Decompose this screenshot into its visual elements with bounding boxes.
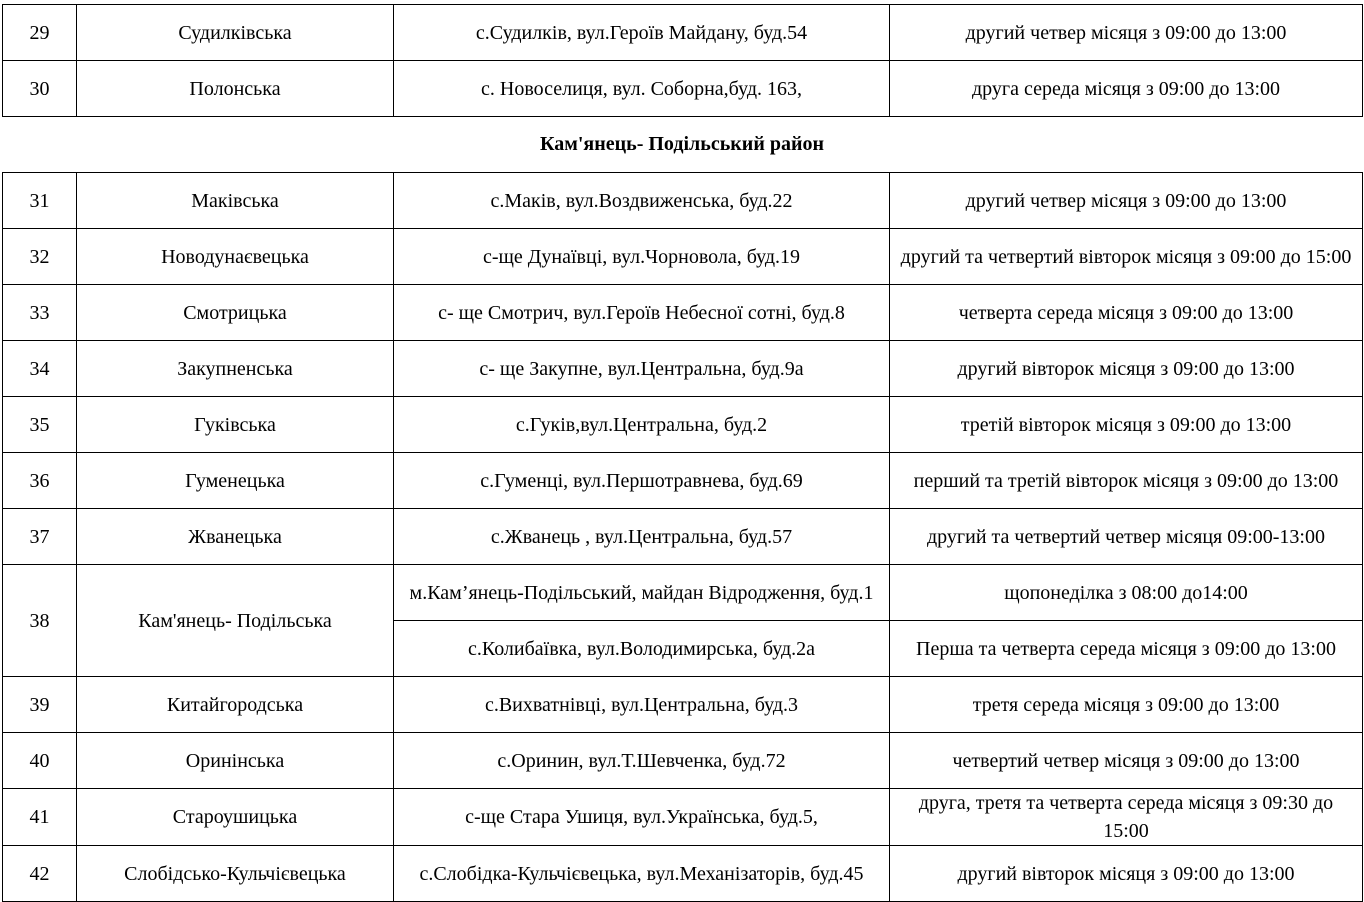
table-row xyxy=(3,509,1363,565)
schedule: другий четвер місяця з 09:00 до 13:00 xyxy=(890,173,1363,229)
table-row xyxy=(3,397,1363,453)
row-number: 35 xyxy=(3,397,77,453)
table-row xyxy=(3,229,1363,285)
table-row xyxy=(3,5,1363,61)
row-number: 41 xyxy=(3,789,77,846)
schedule: третя середа місяця з 09:00 до 13:00 xyxy=(890,677,1363,733)
address: с. Новоселиця, вул. Соборна,буд. 163, xyxy=(394,61,890,117)
address: с.Гуменці, вул.Першотравнева, буд.69 xyxy=(394,453,890,509)
community-name: Оринінська xyxy=(77,733,394,789)
section-heading: Кам'янець- Подільський район xyxy=(539,133,825,155)
table-row xyxy=(3,173,1363,229)
row-number: 30 xyxy=(3,61,77,117)
community-name: Полонська xyxy=(77,61,394,117)
address: с-ще Дунаївці, вул.Чорновола, буд.19 xyxy=(394,229,890,285)
community-name: Староушицька xyxy=(77,789,394,846)
schedule: третій вівторок місяця з 09:00 до 13:00 xyxy=(890,397,1363,453)
schedule: четвертий четвер місяця з 09:00 до 13:00 xyxy=(890,733,1363,789)
table-row xyxy=(3,453,1363,509)
row-number: 31 xyxy=(3,173,77,229)
address: с.Жванець , вул.Центральна, буд.57 xyxy=(394,509,890,565)
community-name: Жванецька xyxy=(77,509,394,565)
schedule: Перша та четверта середа місяця з 09:00 до 13:00 xyxy=(890,621,1363,677)
schedule: друга, третя та четверта середа місяця з 09:30 до 15:00 xyxy=(890,789,1363,846)
address: с.Судилків, вул.Героїв Майдану, буд.54 xyxy=(394,5,890,61)
schedule: друга середа місяця з 09:00 до 13:00 xyxy=(890,61,1363,117)
address: с.Гуків,вул.Центральна, буд.2 xyxy=(394,397,890,453)
address: с-ще Стара Ушиця, вул.Українська, буд.5, xyxy=(394,789,890,846)
address: с- ще Смотрич, вул.Героїв Небесної сотні, буд.8 xyxy=(394,285,890,341)
row-number: 38 xyxy=(3,565,77,677)
table-row xyxy=(3,61,1363,117)
row-number: 33 xyxy=(3,285,77,341)
table-row xyxy=(3,341,1363,397)
community-name: Новодунаєвецька xyxy=(77,229,394,285)
schedule: другий четвер місяця з 09:00 до 13:00 xyxy=(890,5,1363,61)
community-name: Судилківська xyxy=(77,5,394,61)
schedule: другий та четвертий четвер місяця 09:00-13:00 xyxy=(890,509,1363,565)
row-number: 34 xyxy=(3,341,77,397)
schedule-table-main xyxy=(2,172,1363,902)
community-name: Гуменецька xyxy=(77,453,394,509)
schedule: другий та четвертий вівторок місяця з 09:00 до 15:00 xyxy=(890,229,1363,285)
row-number: 29 xyxy=(3,5,77,61)
community-name: Слобідсько-Кульчієвецька xyxy=(77,846,394,902)
community-name: Китайгородська xyxy=(77,677,394,733)
row-number: 36 xyxy=(3,453,77,509)
community-name: Гуківська xyxy=(77,397,394,453)
address: с.Вихватнівці, вул.Центральна, буд.3 xyxy=(394,677,890,733)
table-row xyxy=(3,733,1363,789)
address: с- ще Закупне, вул.Центральна, буд.9а xyxy=(394,341,890,397)
address: с.Колибаївка, вул.Володимирська, буд.2а xyxy=(394,621,890,677)
schedule-table-top xyxy=(2,4,1363,117)
table-row xyxy=(3,677,1363,733)
row-number: 40 xyxy=(3,733,77,789)
row-number: 39 xyxy=(3,677,77,733)
address: с.Оринин, вул.Т.Шевченка, буд.72 xyxy=(394,733,890,789)
address: с.Маків, вул.Воздвиженська, буд.22 xyxy=(394,173,890,229)
table-row xyxy=(3,285,1363,341)
row-number: 42 xyxy=(3,846,77,902)
address: м.Кам’янець-Подільський, майдан Відродження, буд.1 xyxy=(394,565,890,621)
schedule: четверта середа місяця з 09:00 до 13:00 xyxy=(890,285,1363,341)
table-row xyxy=(3,789,1363,846)
row-number: 32 xyxy=(3,229,77,285)
schedule: щопонеділка з 08:00 до14:00 xyxy=(890,565,1363,621)
community-name: Маківська xyxy=(77,173,394,229)
schedule: другий вівторок місяця з 09:00 до 13:00 xyxy=(890,846,1363,902)
address: с.Слобідка-Кульчієвецька, вул.Механізаторів, буд.45 xyxy=(394,846,890,902)
schedule: другий вівторок місяця з 09:00 до 13:00 xyxy=(890,341,1363,397)
table-row xyxy=(3,846,1363,902)
schedule: перший та третій вівторок місяця з 09:00 до 13:00 xyxy=(890,453,1363,509)
table-row xyxy=(3,565,1363,621)
row-number: 37 xyxy=(3,509,77,565)
community-name: Кам'янець- Подільська xyxy=(77,565,394,677)
community-name: Смотрицька xyxy=(77,285,394,341)
community-name: Закупненська xyxy=(77,341,394,397)
